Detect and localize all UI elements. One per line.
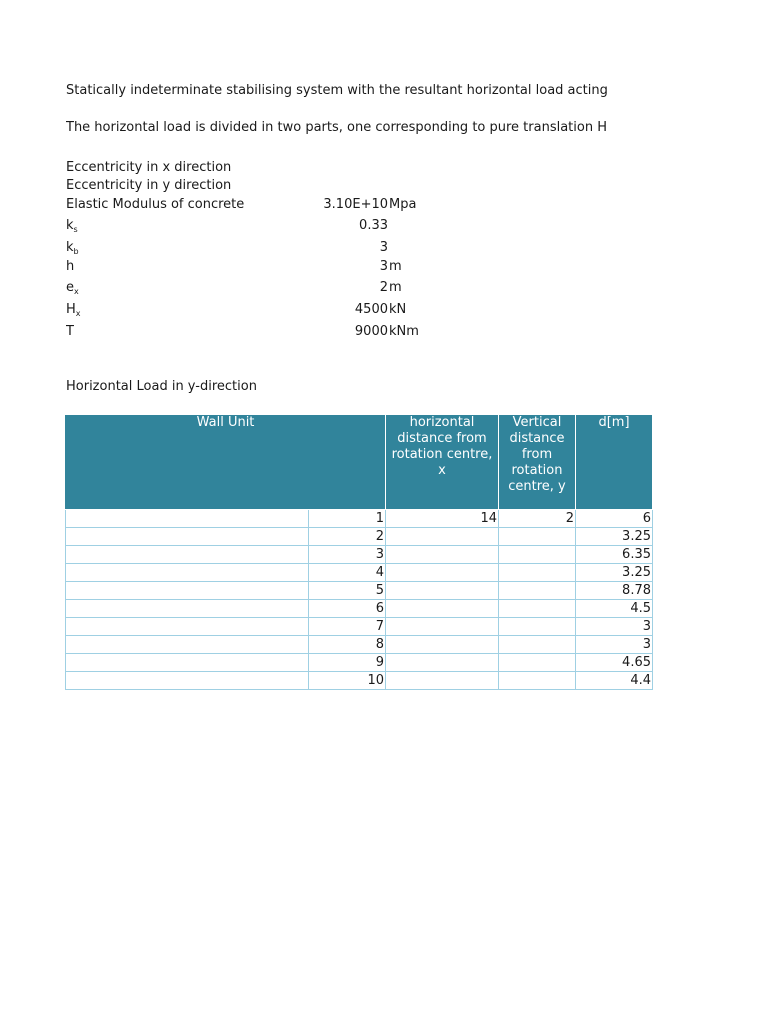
param-label-subscript: s [73, 225, 78, 234]
wall-unit-cell: 5 [309, 582, 386, 600]
wall-label-cell [66, 582, 309, 600]
x-distance-cell [386, 582, 499, 600]
param-label-subscript: x [74, 287, 79, 296]
wall-unit-cell: 7 [309, 618, 386, 636]
y-distance-cell [499, 636, 576, 654]
param-unit: m [389, 259, 402, 274]
y-distance-cell [499, 672, 576, 690]
d-cell: 6.35 [576, 546, 653, 564]
param-value: 9000 [354, 324, 388, 339]
d-cell: 3 [576, 618, 653, 636]
wall-unit-cell: 8 [309, 636, 386, 654]
intro-line-1: Statically indeterminate stabilising system with the resultant horizontal load acting [66, 83, 608, 98]
table-row [66, 618, 653, 636]
param-label-text: Elastic Modulus of concrete [66, 197, 245, 212]
wall-unit-cell: 3 [309, 546, 386, 564]
table-row [66, 654, 653, 672]
param-unit: m [389, 280, 402, 295]
d-cell: 3 [576, 636, 653, 654]
param-value: 4500 [354, 302, 388, 317]
x-distance-cell [386, 672, 499, 690]
header-d: d[m] [576, 415, 653, 510]
table-row [66, 546, 653, 564]
table-row [66, 564, 653, 582]
wall-label-cell [66, 528, 309, 546]
table-header-row [66, 415, 653, 510]
x-distance-cell [386, 600, 499, 618]
wall-unit-cell: 6 [309, 600, 386, 618]
wall-label-cell [66, 654, 309, 672]
wall-unit-cell: 1 [309, 510, 386, 528]
table-row [66, 636, 653, 654]
param-label [66, 160, 231, 176]
wall-unit-cell: 9 [309, 654, 386, 672]
header-vertical-distance: Vertical distance from rotation centre, y [499, 415, 576, 510]
param-label-text: h [66, 259, 75, 274]
param-label-subscript: b [73, 247, 79, 256]
d-cell: 4.65 [576, 654, 653, 672]
header-horizontal-distance: horizontal distance from rotation centre, x [386, 415, 499, 510]
y-distance-cell [499, 528, 576, 546]
param-value: 3 [379, 259, 388, 274]
param-label [66, 324, 74, 340]
param-value: 3 [379, 240, 388, 255]
table-row [66, 510, 653, 528]
wall-label-cell [66, 600, 309, 618]
x-distance-cell [386, 618, 499, 636]
d-cell: 4.4 [576, 672, 653, 690]
y-distance-cell: 2 [499, 510, 576, 528]
y-distance-cell [499, 582, 576, 600]
wall-label-cell [66, 546, 309, 564]
d-cell: 3.25 [576, 564, 653, 582]
x-distance-cell [386, 636, 499, 654]
param-unit: kN [389, 302, 407, 317]
param-label-text: k [66, 218, 74, 233]
wall-label-cell [66, 510, 309, 528]
param-label [66, 218, 78, 238]
x-distance-cell [386, 546, 499, 564]
y-distance-cell [499, 618, 576, 636]
wall-label-cell [66, 618, 309, 636]
y-distance-cell [499, 564, 576, 582]
param-label-text: H [66, 302, 76, 317]
d-cell: 8.78 [576, 582, 653, 600]
param-label [66, 197, 244, 213]
param-label-text: T [66, 324, 74, 339]
d-cell: 6 [576, 510, 653, 528]
wall-label-cell [66, 672, 309, 690]
d-cell: 4.5 [576, 600, 653, 618]
param-label [66, 178, 231, 194]
param-value: 2 [379, 280, 388, 295]
wall-table [65, 414, 653, 690]
param-label [66, 240, 79, 260]
param-label-text: k [66, 240, 74, 255]
x-distance-cell [386, 654, 499, 672]
table-row [66, 528, 653, 546]
param-label [66, 259, 74, 275]
x-distance-cell: 14 [386, 510, 499, 528]
param-label-text: e [66, 280, 74, 295]
y-distance-cell [499, 654, 576, 672]
param-label-text: Eccentricity in y direction [66, 178, 232, 193]
param-label [66, 302, 81, 322]
table-row [66, 600, 653, 618]
param-label-text: Eccentricity in x direction [66, 160, 232, 175]
y-distance-cell [499, 600, 576, 618]
wall-unit-cell: 4 [309, 564, 386, 582]
table-row [66, 582, 653, 600]
param-value: 0.33 [359, 218, 388, 233]
x-distance-cell [386, 528, 499, 546]
intro-line-2: The horizontal load is divided in two parts, one corresponding to pure translation H [66, 120, 607, 135]
param-unit: Mpa [389, 197, 417, 212]
section-title: Horizontal Load in y-direction [66, 379, 257, 394]
param-label-subscript: x [75, 309, 81, 318]
table-row [66, 672, 653, 690]
param-label [66, 280, 79, 300]
y-distance-cell [499, 546, 576, 564]
param-value: 3.10E+10 [323, 197, 388, 212]
wall-label-cell [66, 564, 309, 582]
d-cell: 3.25 [576, 528, 653, 546]
param-unit: kNm [389, 324, 419, 339]
wall-label-cell [66, 636, 309, 654]
header-wall-unit: Wall Unit [66, 415, 386, 510]
wall-unit-cell: 10 [309, 672, 386, 690]
x-distance-cell [386, 564, 499, 582]
wall-unit-cell: 2 [309, 528, 386, 546]
